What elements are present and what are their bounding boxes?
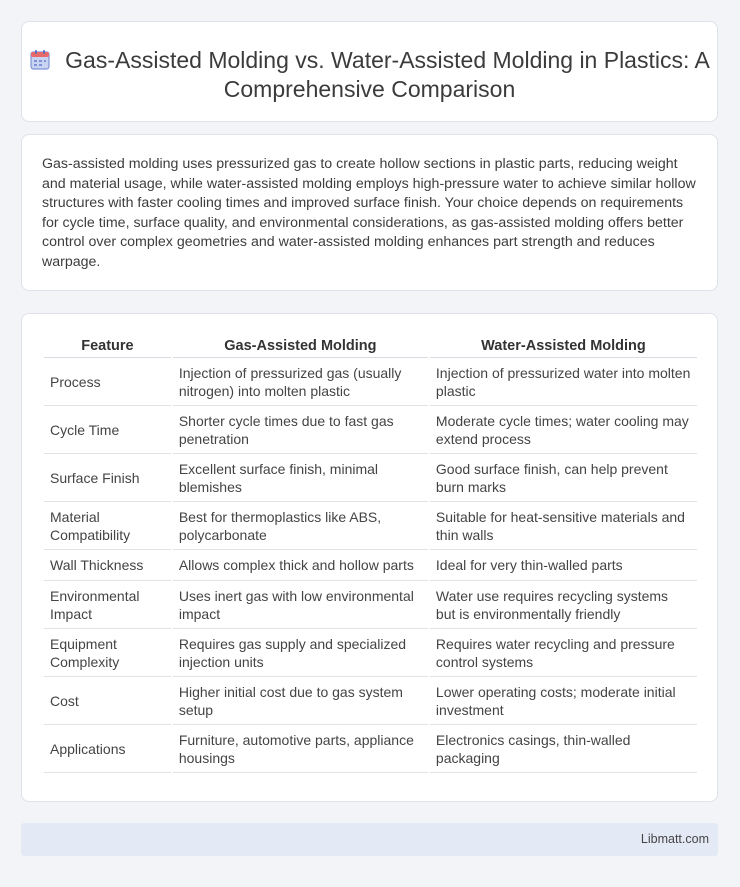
table-row [44,629,697,677]
table-row [44,581,697,629]
feature-cell: Applications [44,725,171,773]
gas-cell: Injection of pressurized gas (usually nitrogen) into molten plastic [173,358,428,406]
page-title: Gas-Assisted Molding vs. Water-Assisted Molding in Plastics: A Comprehensive Comparison [65,47,710,102]
feature-cell: Equipment Complexity [44,629,171,677]
feature-cell: Process [44,358,171,406]
table-row [44,406,697,454]
header-gas-assisted: Gas-Assisted Molding [173,335,428,358]
feature-cell: Cost [44,677,171,725]
water-cell: Injection of pressurized water into molten plastic [430,358,697,406]
gas-cell: Uses inert gas with low environmental impact [173,581,428,629]
feature-cell: Wall Thickness [44,550,171,581]
gas-cell: Higher initial cost due to gas system setup [173,677,428,725]
water-cell: Ideal for very thin-walled parts [430,550,697,581]
table-row [44,502,697,550]
gas-cell: Excellent surface finish, minimal blemishes [173,454,428,502]
water-cell: Suitable for heat-sensitive materials and thin walls [430,502,697,550]
water-cell: Lower operating costs; moderate initial investment [430,677,697,725]
intro-card [21,134,718,291]
header-water-assisted: Water-Assisted Molding [430,335,697,358]
water-cell: Moderate cycle times; water cooling may extend process [430,406,697,454]
gas-cell: Best for thermoplastics like ABS, polycarbonate [173,502,428,550]
table-row [44,725,697,773]
footer-brand-link[interactable]: Libmatt.com [640,832,709,846]
feature-cell: Cycle Time [44,406,171,454]
feature-cell: Surface Finish [44,454,171,502]
feature-cell: Material Compatibility [44,502,171,550]
water-cell: Water use requires recycling systems but is environmentally friendly [430,581,697,629]
water-cell: Electronics casings, thin-walled packaging [430,725,697,773]
water-cell: Good surface finish, can help prevent burn marks [430,454,697,502]
gas-cell: Requires gas supply and specialized injection units [173,629,428,677]
footer-bar [21,823,718,856]
intro-paragraph: Gas-assisted molding uses pressurized gas to create hollow sections in plastic parts, reducing weight and material usage, while water-assisted molding employs high-pressure water to achieve similar hollow structures with faster cooling times and improved surface finish. Your choice depends on requirements for cycle time, surface quality, and environmental considerations, as gas-assisted molding offers better control over complex geometries and water-assisted molding enhances part strength and reduces warpage. [42,156,696,270]
table-row [44,677,697,725]
comparison-card [21,313,718,802]
table-header-row [44,335,697,358]
header-feature: Feature [44,335,171,358]
table-row [44,550,697,581]
gas-cell: Furniture, automotive parts, appliance housings [173,725,428,773]
feature-cell: Environmental Impact [44,581,171,629]
table-row [44,454,697,502]
page-title-wrap [22,46,717,104]
gas-cell: Allows complex thick and hollow parts [173,550,428,581]
gas-cell: Shorter cycle times due to fast gas penetration [173,406,428,454]
comparison-table [42,335,699,773]
table-row [44,358,697,406]
calendar-icon [29,49,51,71]
title-card [21,21,718,122]
water-cell: Requires water recycling and pressure control systems [430,629,697,677]
